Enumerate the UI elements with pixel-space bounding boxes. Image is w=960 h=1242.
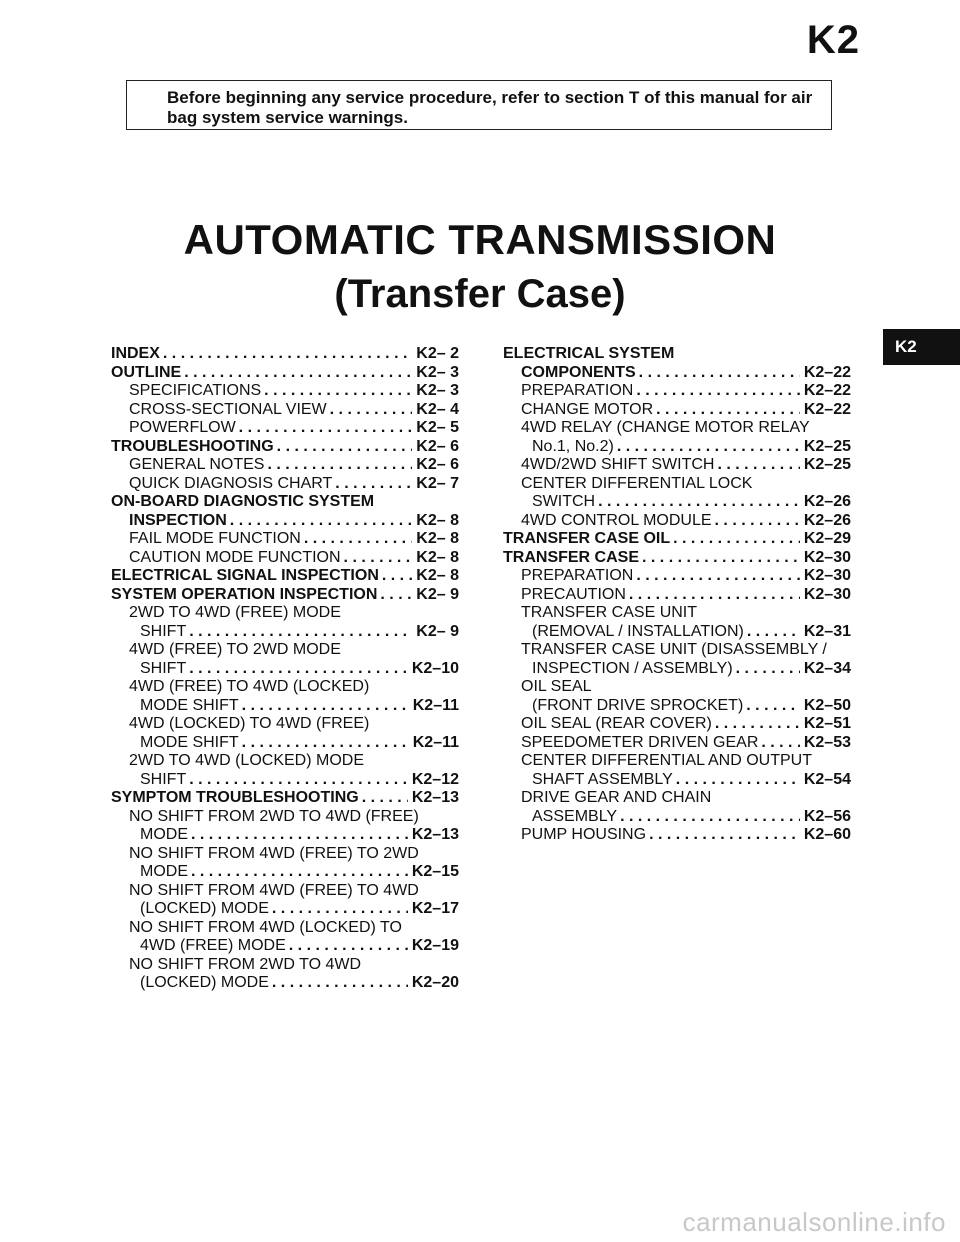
- toc-entry[interactable]: [111, 567, 459, 586]
- toc-entry: [111, 808, 459, 827]
- toc-entry-label: DRIVE GEAR AND CHAIN: [521, 789, 712, 806]
- toc-entry-label: SHIFT: [140, 770, 187, 788]
- toc-entry-page: K2–60: [803, 826, 851, 843]
- toc-entry[interactable]: [111, 475, 459, 494]
- toc-entry-page: K2–17: [411, 900, 459, 917]
- toc-entry-page: K2–25: [803, 456, 851, 473]
- toc-leader-dots: [626, 586, 800, 605]
- toc-leader-dots: [327, 401, 413, 420]
- toc-entry-page: K2–56: [803, 807, 851, 825]
- toc-entry-label: MODE SHIFT: [140, 733, 239, 751]
- toc-entry[interactable]: [503, 734, 851, 753]
- toc-entry[interactable]: [503, 586, 851, 605]
- toc-entry: [503, 419, 851, 438]
- toc-entry-label: POWERFLOW: [129, 419, 236, 436]
- toc-entry-label: 4WD/2WD SHIFT SWITCH: [521, 456, 715, 473]
- toc-leader-dots: [186, 660, 408, 679]
- toc-entry-label: INDEX: [111, 345, 160, 362]
- toc-entry-label: FAIL MODE FUNCTION: [129, 530, 301, 547]
- toc-entry-page: K2–51: [803, 715, 851, 732]
- toc-leader-dots: [269, 900, 408, 919]
- toc-entry[interactable]: [503, 401, 851, 420]
- toc-entry-label: TRANSFER CASE UNIT (DISASSEMBLY /: [521, 641, 827, 658]
- toc-entry-label: MODE SHIFT: [140, 696, 239, 714]
- toc-leader-dots: [712, 512, 800, 531]
- toc-entry-label: SHIFT: [140, 659, 187, 677]
- toc-leader-dots: [733, 660, 800, 679]
- toc-leader-dots: [377, 586, 412, 605]
- toc-leader-dots: [744, 623, 800, 642]
- toc-entry-page: K2–11: [412, 696, 459, 714]
- toc-entry-label: (REMOVAL / INSTALLATION): [532, 622, 744, 640]
- toc-entry-label: No.1, No.2): [532, 437, 614, 455]
- toc-entry[interactable]: [111, 345, 459, 364]
- toc-entry-label: GENERAL NOTES: [129, 456, 265, 473]
- toc-entry[interactable]: [111, 660, 459, 679]
- toc-entry[interactable]: [503, 382, 851, 401]
- toc-entry-label: TRANSFER CASE: [503, 548, 640, 566]
- toc-entry-label: NO SHIFT FROM 2WD TO 4WD: [129, 955, 362, 973]
- toc-leader-dots: [186, 771, 408, 790]
- toc-entry-page: K2–20: [411, 974, 459, 991]
- toc-leader-dots: [714, 456, 799, 475]
- toc-entry: [111, 845, 459, 864]
- toc-entry-label: 2WD TO 4WD (FREE) MODE: [129, 604, 341, 621]
- toc-entry: [111, 919, 459, 938]
- section-code: K2: [806, 18, 860, 62]
- toc-leader-dots: [227, 512, 413, 531]
- toc-entry[interactable]: [111, 771, 459, 790]
- toc-entry[interactable]: [503, 530, 851, 549]
- toc-leader-dots: [359, 789, 408, 808]
- toc-entry-label: NO SHIFT FROM 4WD (LOCKED) TO: [129, 918, 402, 936]
- toc-entry-label: CAUTION MODE FUNCTION: [129, 548, 341, 566]
- toc-entry-page: K2–15: [411, 863, 459, 880]
- toc-entry-label: INSPECTION / ASSEMBLY): [532, 659, 733, 677]
- toc-entry-page: K2–29: [803, 530, 851, 547]
- toc-entry-label: CENTER DIFFERENTIAL AND OUTPUT: [521, 752, 812, 769]
- toc-leader-dots: [670, 530, 800, 549]
- toc-entry-label: OIL SEAL (REAR COVER): [521, 715, 712, 732]
- toc-leader-dots: [160, 345, 412, 364]
- toc-leader-dots: [614, 438, 800, 457]
- toc-entry-label: SPEEDOMETER DRIVEN GEAR: [521, 733, 759, 751]
- toc-entry[interactable]: [111, 974, 459, 993]
- toc-entry-label: NO SHIFT FROM 2WD TO 4WD (FREE): [129, 807, 419, 825]
- section-tab[interactable]: K2: [883, 329, 960, 365]
- toc-entry[interactable]: [503, 808, 851, 827]
- toc-entry[interactable]: [111, 863, 459, 882]
- toc-entry-page: K2– 9: [416, 622, 459, 640]
- toc-entry-page: K2–22: [803, 363, 851, 381]
- toc-entry-label: SYSTEM OPERATION INSPECTION: [111, 585, 378, 603]
- toc-entry-label: 4WD RELAY (CHANGE MOTOR RELAY: [521, 419, 810, 436]
- toc-entry-page: K2– 8: [416, 511, 459, 529]
- toc-entry-page: K2– 8: [416, 530, 459, 547]
- toc-entry-page: K2–22: [803, 400, 851, 418]
- toc-entry-label: MODE: [140, 863, 188, 880]
- toc-entry[interactable]: [503, 771, 851, 790]
- toc-entry-label: SPECIFICATIONS: [129, 382, 262, 399]
- toc-left-column: [111, 345, 459, 993]
- toc-entry[interactable]: [111, 456, 459, 475]
- toc-entry-page: K2– 6: [416, 437, 459, 455]
- toc-entry-label: PREPARATION: [521, 382, 634, 399]
- toc-entry[interactable]: [503, 623, 851, 642]
- toc-leader-dots: [188, 826, 408, 845]
- toc-entry: [503, 678, 851, 697]
- toc-leader-dots: [673, 771, 800, 790]
- toc-entry-page: K2–54: [803, 770, 851, 788]
- toc-leader-dots: [188, 863, 408, 882]
- toc-entry-page: K2–25: [803, 437, 851, 455]
- toc-entry-page: K2– 3: [416, 363, 459, 381]
- toc-entry[interactable]: [111, 419, 459, 438]
- toc-entry[interactable]: [111, 549, 459, 568]
- toc-entry-page: K2–13: [411, 826, 459, 843]
- toc-entry: [111, 678, 459, 697]
- toc-entry[interactable]: [503, 493, 851, 512]
- toc-entry-page: K2– 7: [416, 474, 459, 492]
- page-subtitle: (Transfer Case): [334, 272, 626, 316]
- toc-entry-label: SYMPTOM TROUBLESHOOTING: [111, 789, 359, 806]
- toc-entry: [503, 789, 851, 808]
- toc-leader-dots: [239, 697, 409, 716]
- toc-entry-page: K2–26: [803, 493, 851, 510]
- toc-leader-dots: [758, 734, 799, 753]
- toc-leader-dots: [639, 549, 800, 568]
- watermark: carmanualsonline.info: [682, 1207, 946, 1237]
- toc-entry[interactable]: [111, 789, 459, 808]
- toc-entry: [111, 882, 459, 901]
- toc-entry-page: K2–22: [803, 382, 851, 399]
- toc-leader-dots: [341, 549, 413, 568]
- toc-entry-page: K2– 3: [416, 382, 459, 399]
- toc-entry[interactable]: [503, 697, 851, 716]
- toc-leader-dots: [269, 974, 408, 993]
- toc-entry-page: K2–50: [803, 696, 851, 714]
- toc-leader-dots: [379, 567, 412, 586]
- toc-entry[interactable]: [111, 586, 459, 605]
- toc-leader-dots: [712, 715, 800, 734]
- toc-entry-label: OIL SEAL: [521, 678, 592, 695]
- toc-entry: [111, 752, 459, 771]
- toc-entry-label: CENTER DIFFERENTIAL LOCK: [521, 474, 753, 492]
- toc-entry: [503, 604, 851, 623]
- toc-leader-dots: [595, 493, 800, 512]
- toc-entry-label: ELECTRICAL SYSTEM: [503, 345, 675, 362]
- toc-entry-label: 4WD (FREE) MODE: [140, 937, 286, 954]
- toc-leader-dots: [617, 808, 800, 827]
- toc-entry: [503, 475, 851, 494]
- toc-entry-page: K2– 9: [416, 585, 459, 603]
- toc-entry-label: INSPECTION: [129, 511, 227, 529]
- toc-entry-page: K2– 6: [416, 456, 459, 473]
- toc-entry-page: K2–30: [803, 585, 851, 603]
- toc-entry-label: 4WD (FREE) TO 4WD (LOCKED): [129, 678, 370, 695]
- toc-entry[interactable]: [111, 530, 459, 549]
- toc-leader-dots: [646, 826, 800, 845]
- toc-entry[interactable]: [503, 549, 851, 568]
- toc-right-column: [503, 345, 851, 845]
- toc-entry: [111, 956, 459, 975]
- toc-entry-label: 2WD TO 4WD (LOCKED) MODE: [129, 752, 364, 769]
- toc-entry[interactable]: [503, 715, 851, 734]
- toc-entry-label: (LOCKED) MODE: [140, 900, 269, 917]
- toc-leader-dots: [186, 623, 412, 642]
- toc-entry[interactable]: [111, 900, 459, 919]
- toc-entry-page: K2– 8: [416, 567, 459, 584]
- toc-entry-page: K2–30: [803, 548, 851, 566]
- toc-leader-dots: [743, 697, 800, 716]
- toc-entry-label: SHAFT ASSEMBLY: [532, 770, 673, 788]
- toc-entry-label: ASSEMBLY: [532, 807, 618, 825]
- toc-leader-dots: [653, 401, 800, 420]
- toc-entry-page: K2–19: [411, 937, 459, 954]
- toc-entry-label: TRANSFER CASE UNIT: [521, 604, 698, 621]
- toc-leader-dots: [301, 530, 412, 549]
- toc-entry: [503, 641, 851, 660]
- toc-entry-label: CHANGE MOTOR: [521, 400, 654, 418]
- toc-entry-label: CROSS-SECTIONAL VIEW: [129, 400, 327, 418]
- toc-entry[interactable]: [111, 512, 459, 531]
- toc-entry-page: K2–13: [411, 789, 459, 806]
- toc-entry-label: COMPONENTS: [521, 363, 636, 381]
- toc-entry: [503, 345, 851, 364]
- toc-entry-label: TRANSFER CASE OIL: [503, 530, 671, 547]
- toc-leader-dots: [236, 419, 413, 438]
- toc-leader-dots: [261, 382, 412, 401]
- toc-entry-page: K2– 8: [416, 548, 459, 566]
- toc-entry-page: K2– 2: [416, 345, 459, 362]
- toc-entry-label: SHIFT: [140, 622, 187, 640]
- toc-entry[interactable]: [111, 623, 459, 642]
- toc-entry-page: K2–12: [411, 770, 459, 788]
- toc-leader-dots: [286, 937, 408, 956]
- toc-leader-dots: [633, 382, 800, 401]
- toc-entry-label: ON-BOARD DIAGNOSTIC SYSTEM: [111, 493, 375, 510]
- toc-leader-dots: [274, 438, 413, 457]
- toc-entry-page: K2– 4: [416, 400, 459, 418]
- toc-entry: [503, 752, 851, 771]
- toc-entry-label: PREPARATION: [521, 567, 634, 584]
- toc-entry-label: OUTLINE: [111, 363, 182, 381]
- toc-entry-label: TROUBLESHOOTING: [111, 437, 274, 455]
- toc-leader-dots: [264, 456, 412, 475]
- toc-entry[interactable]: [503, 512, 851, 531]
- toc-entry[interactable]: [111, 364, 459, 383]
- toc-entry-label: MODE: [140, 826, 188, 843]
- toc-entry-label: ELECTRICAL SIGNAL INSPECTION: [111, 567, 379, 584]
- toc-entry-label: PUMP HOUSING: [521, 826, 647, 843]
- toc-entry[interactable]: [111, 826, 459, 845]
- toc-entry-label: QUICK DIAGNOSIS CHART: [129, 474, 333, 492]
- toc-entry-label: 4WD (FREE) TO 2WD MODE: [129, 641, 341, 658]
- toc-entry[interactable]: [111, 438, 459, 457]
- toc-entry-page: K2–11: [412, 733, 459, 751]
- toc-entry-label: NO SHIFT FROM 4WD (FREE) TO 4WD: [129, 881, 419, 899]
- toc-leader-dots: [633, 567, 800, 586]
- toc-entry-page: K2–34: [803, 659, 851, 677]
- toc-entry[interactable]: [111, 734, 459, 753]
- toc-entry-label: (FRONT DRIVE SPROCKET): [532, 696, 744, 714]
- toc-entry-label: 4WD (LOCKED) TO 4WD (FREE): [129, 715, 370, 732]
- toc-leader-dots: [332, 475, 412, 494]
- toc-entry[interactable]: [503, 567, 851, 586]
- toc-entry-page: K2–10: [411, 659, 459, 677]
- toc-entry: [111, 604, 459, 623]
- toc-entry[interactable]: [111, 382, 459, 401]
- toc-entry-label: (LOCKED) MODE: [140, 974, 269, 991]
- toc-entry-label: 4WD CONTROL MODULE: [521, 511, 712, 529]
- toc-leader-dots: [239, 734, 409, 753]
- toc-leader-dots: [636, 364, 800, 383]
- page-title: AUTOMATIC TRANSMISSION: [183, 216, 777, 263]
- toc-entry-label: NO SHIFT FROM 4WD (FREE) TO 2WD: [129, 844, 419, 862]
- toc-entry: [111, 641, 459, 660]
- toc-entry[interactable]: [111, 937, 459, 956]
- toc-entry: [111, 493, 459, 512]
- toc-entry[interactable]: [503, 456, 851, 475]
- toc-entry-page: K2–30: [803, 567, 851, 584]
- toc-entry[interactable]: [503, 660, 851, 679]
- toc-entry[interactable]: [111, 697, 459, 716]
- toc-entry[interactable]: [111, 401, 459, 420]
- warning-box: Before beginning any service procedure, refer to section T of this manual for air bag system service warnings.: [126, 80, 832, 130]
- toc-entry[interactable]: [503, 364, 851, 383]
- toc-entry-page: K2–26: [803, 511, 851, 529]
- toc-leader-dots: [181, 364, 412, 383]
- toc-entry-page: K2– 5: [416, 419, 459, 436]
- toc-entry-label: PRECAUTION: [521, 585, 626, 603]
- toc-entry-page: K2–53: [803, 733, 851, 751]
- toc-entry: [111, 715, 459, 734]
- toc-entry[interactable]: [503, 438, 851, 457]
- toc-entry-label: SWITCH: [532, 493, 596, 510]
- toc-entry-page: K2–31: [803, 622, 851, 640]
- toc-entry[interactable]: [503, 826, 851, 845]
